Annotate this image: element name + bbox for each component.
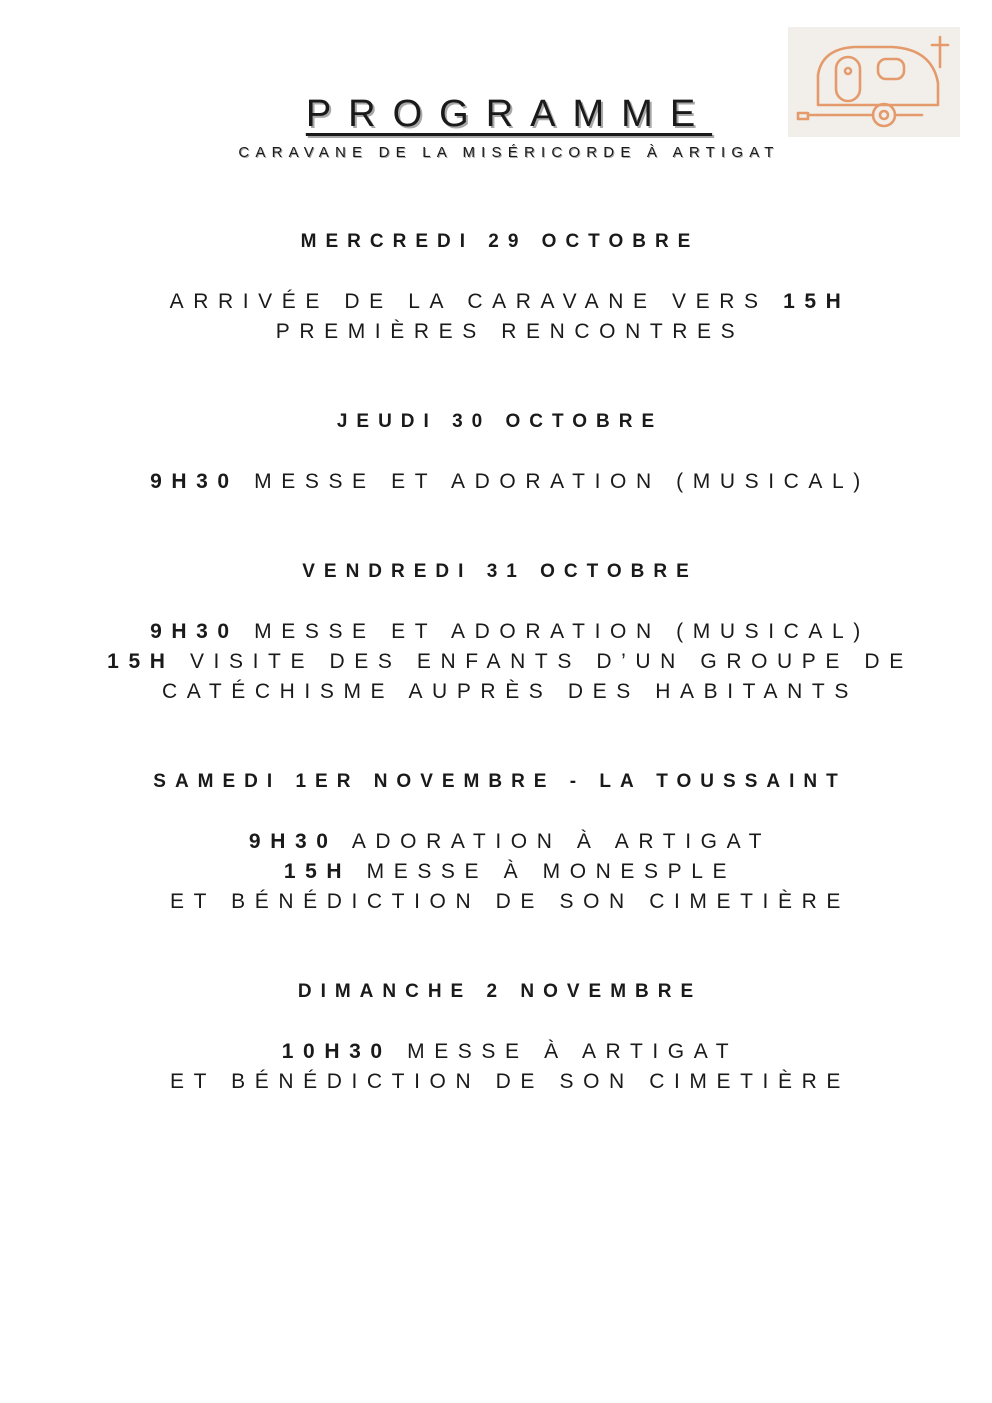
day-heading: VENDREDI 31 OCTOBRE [302,561,698,582]
line-text: MESSE ET ADORATION (MUSICAL) [254,470,870,493]
line-time: 10H30 [281,1040,392,1063]
schedule-line [0,860,992,884]
schedule-line [0,1070,992,1094]
day-heading: DIMANCHE 2 NOVEMBRE [297,981,703,1002]
line-text: CATÉCHISME AUPRÈS DES HABITANTS [162,680,858,703]
line-text: MESSE À MONESPLE [366,860,737,883]
line-time: 15H [283,860,352,883]
page-title-wrap [0,92,992,136]
schedule-line [0,320,992,344]
page-subtitle: CARAVANE DE LA MISÉRICORDE À ARTIGAT [238,144,780,161]
line-text: MESSE ET ADORATION (MUSICAL) [254,620,870,643]
schedule-line [0,890,992,914]
day-heading: MERCREDI 29 OCTOBRE [300,231,700,252]
schedule-line [0,620,992,644]
line-time: 9H30 [248,830,338,853]
line-text: ARRIVÉE DE LA CARAVANE VERS [169,290,768,313]
schedule-line [0,470,992,494]
schedule-line [0,830,992,854]
schedule-line [0,290,992,314]
line-text: ET BÉNÉDICTION DE SON CIMETIÈRE [170,890,850,913]
line-time: 9H30 [150,620,239,643]
schedule-line [0,680,992,704]
page-title: PROGRAMME [305,93,713,135]
line-time: 9H30 [150,470,239,493]
line-text: MESSE À ARTIGAT [407,1040,739,1063]
schedule-line [0,650,992,674]
line-text: VISITE DES ENFANTS D’UN GROUPE DE [189,650,913,673]
line-text: ET BÉNÉDICTION DE SON CIMETIÈRE [170,1070,850,1093]
line-time: 15H [107,650,175,673]
day-heading: SAMEDI 1ER NOVEMBRE - LA TOUSSAINT [153,771,847,792]
line-text: ADORATION À ARTIGAT [351,830,772,853]
line-text: PREMIÈRES RENCONTRES [275,320,745,343]
day-heading: JEUDI 30 OCTOBRE [336,411,664,432]
schedule-line [0,1040,992,1064]
line-time: 15H [783,290,851,313]
